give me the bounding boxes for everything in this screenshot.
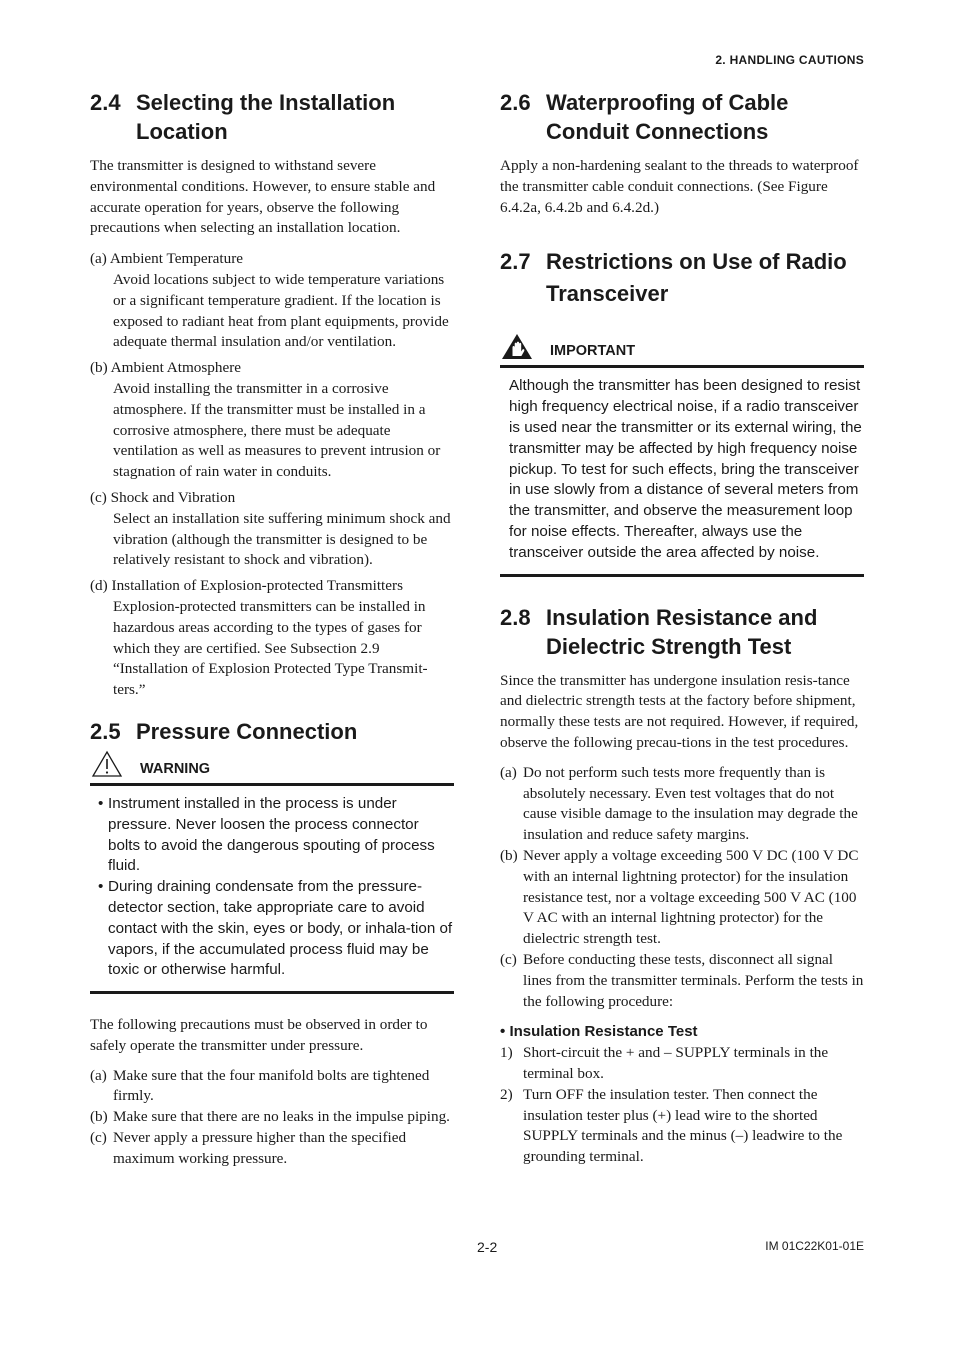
important-notice-header xyxy=(500,330,864,360)
running-head: 2. HANDLING CAUTIONS xyxy=(715,53,864,67)
warning-bullet xyxy=(98,877,454,981)
section-number: 2.4 xyxy=(90,90,121,115)
list-item xyxy=(90,576,454,701)
section-number: 2.7 xyxy=(500,249,531,275)
warning-triangle-icon xyxy=(90,750,124,778)
list-item xyxy=(500,763,864,846)
right-column xyxy=(500,88,864,1168)
warning-notice xyxy=(90,748,454,994)
section-2-5-intro: The following precautions must be observed in order to safely operate the transmitter under pressure. xyxy=(90,1016,428,1054)
list-item-body: Select an installation site suffering minimum shock and vibration (although the transmitter is designed to be relatively resistant to shock and vibration). xyxy=(113,509,451,569)
section-2-8-intro: Since the transmitter has undergone insulation resis-tance and dielectric strength tests at the factory before shipment, normally these tests are not required. However, if required, observe the following precau-tions in the test procedures. xyxy=(500,671,859,751)
list-item xyxy=(90,249,454,353)
installation-conditions-list xyxy=(90,249,454,701)
list-item-text: Short-circuit the + and – SUPPLY terminals in the terminal box. xyxy=(523,1044,829,1082)
section-number: 2.5 xyxy=(90,718,121,744)
list-item-text: Do not perform such tests more frequently than is absolutely necessary. Even test voltages that do not cause visible damage to the insulation may degrade the insulation and reduce safety margins. xyxy=(523,763,858,844)
list-item-title: (c) Shock and Vibration xyxy=(90,488,236,506)
important-text: Although the transmitter has been designed to resist high frequency electrical noise, if a radio transceiver is used near the transmitter or its external wiring, the transmitter may be affected by high frequency noise pickup. To test for such effects, bring the transceiver in use slowly from a distance of several meters from the transmitter, and observe the measurement loop for noise effects. Thereafter, always use the transceiver outside the area affected by noise. xyxy=(509,377,862,561)
list-item-text: Never apply a voltage exceeding 500 V DC (100 V DC with an internal lightning protector) for the insulation resistance test, nor a voltage exceeding 500 V AC (100 V AC with an internal lightning protector) for the dielectric strength test. xyxy=(523,846,859,948)
section-2-4 xyxy=(90,88,454,701)
list-item xyxy=(500,1043,864,1085)
list-item-label: (a) xyxy=(500,763,517,781)
warning-notice-header xyxy=(90,748,454,778)
list-item-text: Before conducting these tests, disconnect all signal lines from the transmitter terminals. Perform the tests in the following procedure: xyxy=(523,950,864,1010)
list-item-label: (b) xyxy=(500,846,518,864)
section-number: 2.6 xyxy=(500,90,531,115)
important-label: IMPORTANT xyxy=(550,343,636,360)
test-precautions-list xyxy=(500,763,864,1013)
insulation-resistance-subhead xyxy=(500,1022,864,1043)
section-title: Selecting the Installation Location xyxy=(136,90,396,144)
section-2-6-heading xyxy=(500,88,864,146)
list-item xyxy=(500,846,864,950)
section-2-6-body: Apply a non-hardening sealant to the threads to waterproof the transmitter cable conduit connections. (See Figure 6.4.2a, 6.4.2b and 6.4.2d.) xyxy=(500,157,859,216)
bullet-text: Instrument installed in the process is under pressure. Never loosen the process connector bolts to avoid the dangerous spouting of process fluid. xyxy=(108,794,435,875)
bullet-dot: • xyxy=(98,878,104,896)
list-item xyxy=(90,1107,454,1128)
bullet-dot: • xyxy=(98,794,104,812)
important-box xyxy=(500,365,864,576)
warning-label: WARNING xyxy=(140,760,211,777)
list-item xyxy=(90,488,454,571)
list-item-text: Make sure that there are no leaks in the impulse piping. xyxy=(113,1108,450,1126)
subhead-text: Insulation Resistance Test xyxy=(509,1023,698,1041)
list-item-text: Make sure that the four manifold bolts are tightened firmly. xyxy=(113,1066,430,1105)
section-2-4-heading xyxy=(90,88,454,146)
section-2-5-heading xyxy=(90,717,454,746)
pressure-precautions-list xyxy=(90,1066,454,1170)
list-item xyxy=(90,1066,454,1108)
list-item-title: (d) Installation of Explosion-protected Transmitters xyxy=(90,577,403,595)
list-item-label: (c) xyxy=(500,950,517,968)
list-item xyxy=(90,358,454,483)
warning-bullet xyxy=(98,794,454,877)
hand-stop-icon xyxy=(500,332,534,360)
list-item xyxy=(500,1085,864,1168)
section-2-5 xyxy=(90,717,454,1170)
warning-box xyxy=(90,783,454,994)
document-id: IM 01C22K01-01E xyxy=(765,1239,864,1253)
section-2-7 xyxy=(500,246,864,576)
section-title: Insulation Resistance and Dielectric Strength Test xyxy=(546,604,818,659)
section-2-8 xyxy=(500,603,864,1168)
section-number: 2.8 xyxy=(500,604,531,630)
section-2-4-intro: The transmitter is designed to withstand severe environmental conditions. However, to ensure stable and accurate operation for years, observe the following precautions when selecting an installation location. xyxy=(90,157,436,237)
list-item-label: (b) xyxy=(90,1108,108,1126)
list-item-body: Avoid installing the transmitter in a corrosive atmosphere. If the transmitter must be installed in a corrosive atmosphere, there must be adequate ventilation as well as measures to prevent intrusion or stagnation of rain water in conduits. xyxy=(113,379,441,481)
list-item-label: (a) xyxy=(90,1066,107,1084)
section-title: Pressure Connection xyxy=(136,718,358,744)
section-title: Restrictions on Use of Radio Transceiver xyxy=(546,249,847,307)
section-title: Waterproofing of Cable Conduit Connections xyxy=(546,90,789,144)
left-column xyxy=(90,88,454,1170)
list-item-text: Never apply a pressure higher than the specified maximum working pressure. xyxy=(113,1129,407,1167)
page-number: 2-2 xyxy=(477,1239,498,1255)
list-item-text: Turn OFF the insulation tester. Then connect the insulation tester plus (+) lead wire to the shorted SUPPLY terminals and the minus (–) leadwire to the grounding terminal. xyxy=(523,1085,843,1166)
list-item-body: Explosion-protected transmitters can be installed in hazardous areas according to the types of gases for which they are certified. See Subsection 2.9 “Installation of Explosion Protected Type Transmit-ters.” xyxy=(113,597,428,699)
important-notice xyxy=(500,330,864,576)
list-item xyxy=(500,950,864,1012)
list-item-label: 1) xyxy=(500,1044,513,1062)
list-item-title: (b) Ambient Atmosphere xyxy=(90,359,242,377)
list-item xyxy=(90,1128,454,1170)
bullet-text: During draining condensate from the pressure-detector section, take appropriate care to avoid contact with the skin, eyes or body, or inhala-tion of vapors, if the accumulated process fluid may be toxic or otherwise harmful. xyxy=(108,878,453,979)
section-2-7-heading xyxy=(500,246,864,310)
insulation-test-steps xyxy=(500,1043,864,1168)
list-item-label: 2) xyxy=(500,1085,513,1103)
subhead-bullet: • xyxy=(500,1023,506,1041)
section-2-6 xyxy=(500,88,864,218)
section-2-8-heading xyxy=(500,603,864,661)
list-item-body: Avoid locations subject to wide temperature variations or a significant temperature gradient. If the location is exposed to radiant heat from plant equipments, provide adequate thermal insulation and/or ventilation. xyxy=(113,270,449,351)
list-item-title: (a) Ambient Temperature xyxy=(90,250,244,268)
list-item-label: (c) xyxy=(90,1129,107,1147)
